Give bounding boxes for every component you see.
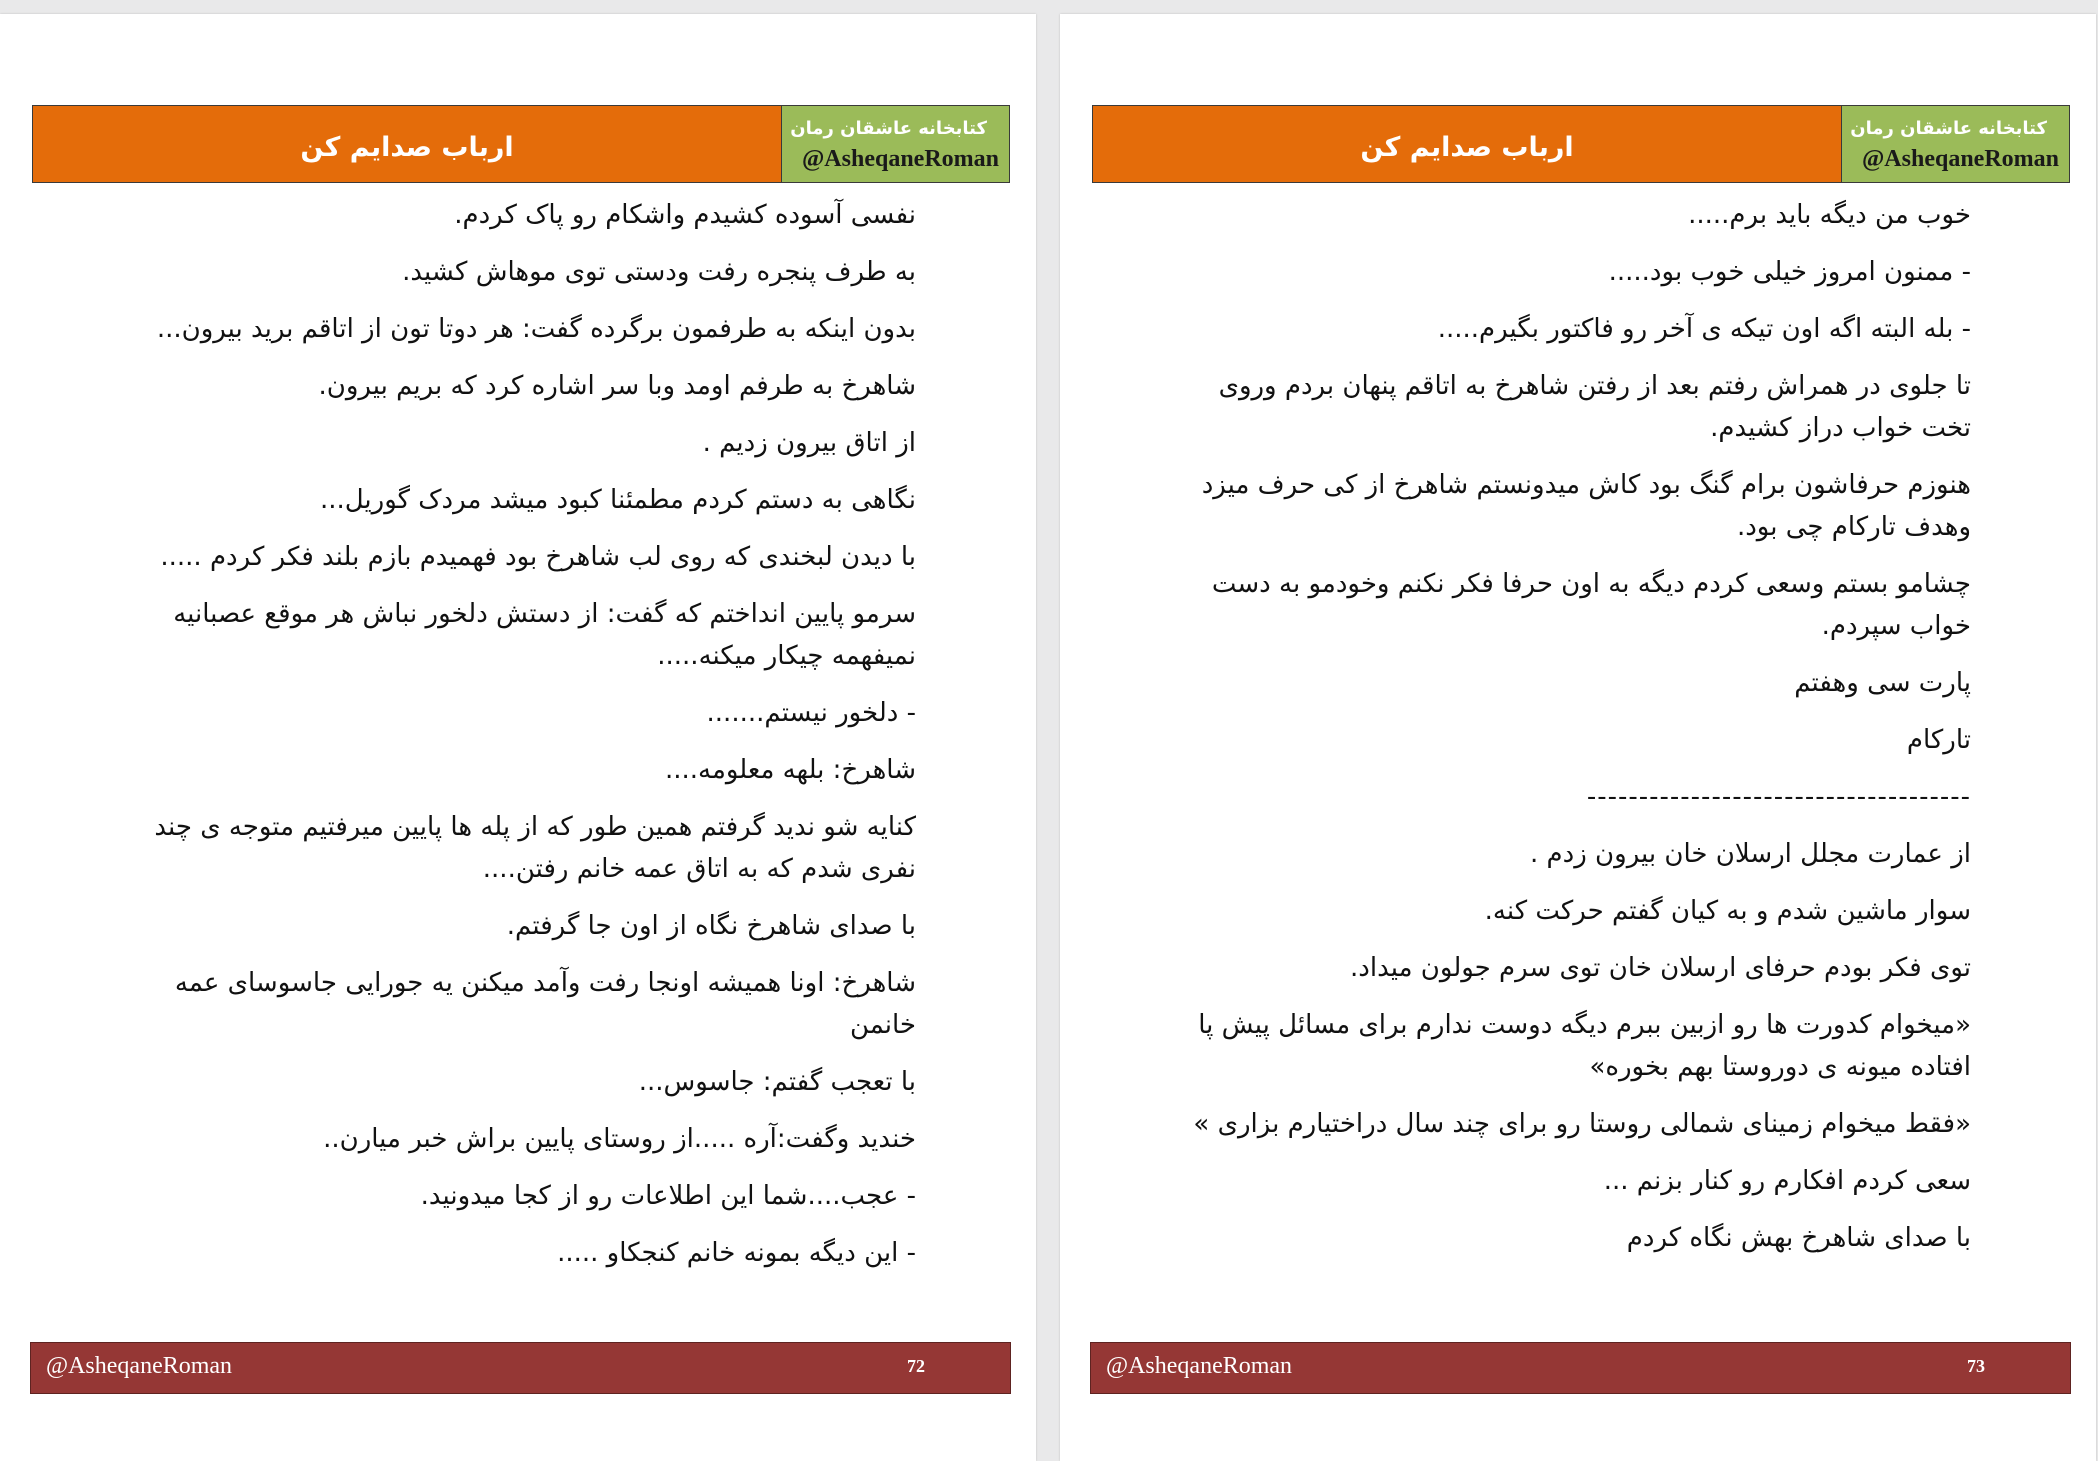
book-title: ارباب صدایم کن [1093,106,1841,182]
page-number: 72 [907,1356,925,1376]
footer-handle: @AsheqaneRoman [46,1353,233,1379]
page-footer [30,1342,1011,1394]
paragraph: به طرف پنجره رفت ودستی توی موهاش کشید. [402,257,916,287]
paragraph: بدون اینکه به طرفمون برگرده گفت: هر دوتا تون از اتاقم برید بیرون... [156,314,916,344]
paragraph: با تعجب گفتم: جاسوس... [638,1067,916,1097]
paragraph: - عجب....شما این اطلاعات رو از کجا میدونید. [420,1181,916,1211]
paragraph: شاهرخ: بلهه معلومه.... [664,755,916,785]
paragraph: - این دیگه بمونه خانم کنجکاو ..... [557,1238,916,1268]
library-name: کتابخانه عاشقان رمان [790,118,987,139]
library-brand-box [781,106,1009,182]
paragraph: - بله البته اگه اون تیکه ی آخر رو فاکتور بگیرم..... [1437,314,1971,344]
paragraph: شاهرخ: اونا همیشه اونجا رفت وآمد میکنن یه جورایی جاسوسای عمه خانمن [174,968,916,1040]
paragraph: نفسی آسوده کشیدم واشکام رو پاک کردم. [454,200,916,230]
paragraph: سوار ماشین شدم و به کیان گفتم حرکت کنه. [1484,896,1971,926]
section-heading: پارت سی وهفتم [1794,668,1971,698]
paragraph: سعی کردم افکارم رو کنار بزنم ... [1603,1166,1971,1196]
paragraph: کنایه شو ندید گرفتم همین طور که از پله ها پایین میرفتیم متوجه ی چند نفری شدم که به اتاق عمه خانم رفتن.... [154,812,916,884]
paragraph: با دیدن لبخندی که روی لب شاهرخ بود فهمیدم بازم بلند فکر کردم ..... [160,542,916,572]
paragraph: با صدای شاهرخ نگاه از اون جا گرفتم. [506,911,916,941]
section-divider: ------------------------------------- [1586,782,1971,812]
paragraph: هنوزم حرفاشون برام گنگ بود کاش میدونستم شاهرخ از کی حرف میزد وهدف تارکام چی بود. [1201,470,1971,542]
paragraph: تا جلوی در همراش رفتم بعد از رفتن شاهرخ به اتاقم پنهان بردم وروی تخت خواب دراز کشیدم. [1218,371,1971,443]
library-handle: @AsheqaneRoman [1861,146,2059,172]
page-number: 73 [1967,1356,1985,1376]
paragraph: خوب من دیگه باید برم..... [1688,200,1971,230]
paragraph: نگاهی به دستم کردم مطمئنا کبود میشد مردک گوریل... [319,485,916,515]
book-title: ارباب صدایم کن [33,106,781,182]
document-page-73 [1060,14,2096,1461]
library-name: کتابخانه عاشقان رمان [1850,118,2047,139]
page-body [1171,194,1971,1274]
paragraph: «میخوام کدورت ها رو ازبین ببرم دیگه دوست ندارم برای مسائل پیش پا افتاده میونه ی دوروستا بهم بخوره» [1198,1010,1971,1082]
library-handle: @AsheqaneRoman [801,146,999,172]
narrator-name: تارکام [1906,725,1971,755]
page-header [1092,105,2070,183]
paragraph: با صدای شاهرخ بهش نگاه کردم [1626,1223,1971,1253]
paragraph: از اتاق بیرون زدیم . [702,428,916,458]
page-body [116,194,916,1289]
footer-handle: @AsheqaneRoman [1106,1353,1293,1379]
page-header [32,105,1010,183]
paragraph: توی فکر بودم حرفای ارسلان خان توی سرم جولون میداد. [1350,953,1971,983]
paragraph: از عمارت مجلل ارسلان خان بیرون زدم . [1530,839,1971,869]
paragraph: - دلخور نیستم....... [706,698,916,728]
paragraph: خندید وگفت:آره .....از روستای پایین براش خبر میارن.. [323,1124,916,1154]
page-footer [1090,1342,2071,1394]
paragraph: شاهرخ به طرفم اومد وبا سر اشاره کرد که بریم بیرون. [318,371,916,401]
document-page-72 [0,14,1036,1461]
paragraph: - ممنون امروز خیلی خوب بود..... [1608,257,1971,287]
paragraph: سرمو پایین انداختم که گفت: از دستش دلخور نباش هر موقع عصبانیه نمیفهمه چیکار میکنه..... [173,599,916,671]
paragraph: «فقط میخوام زمینای شمالی روستا رو برای چند سال دراختیارم بزاری » [1193,1109,1971,1139]
paragraph: چشامو بستم وسعی کردم دیگه به اون حرفا فکر نکنم وخودمو به دست خواب سپردم. [1211,569,1971,641]
library-brand-box [1841,106,2069,182]
